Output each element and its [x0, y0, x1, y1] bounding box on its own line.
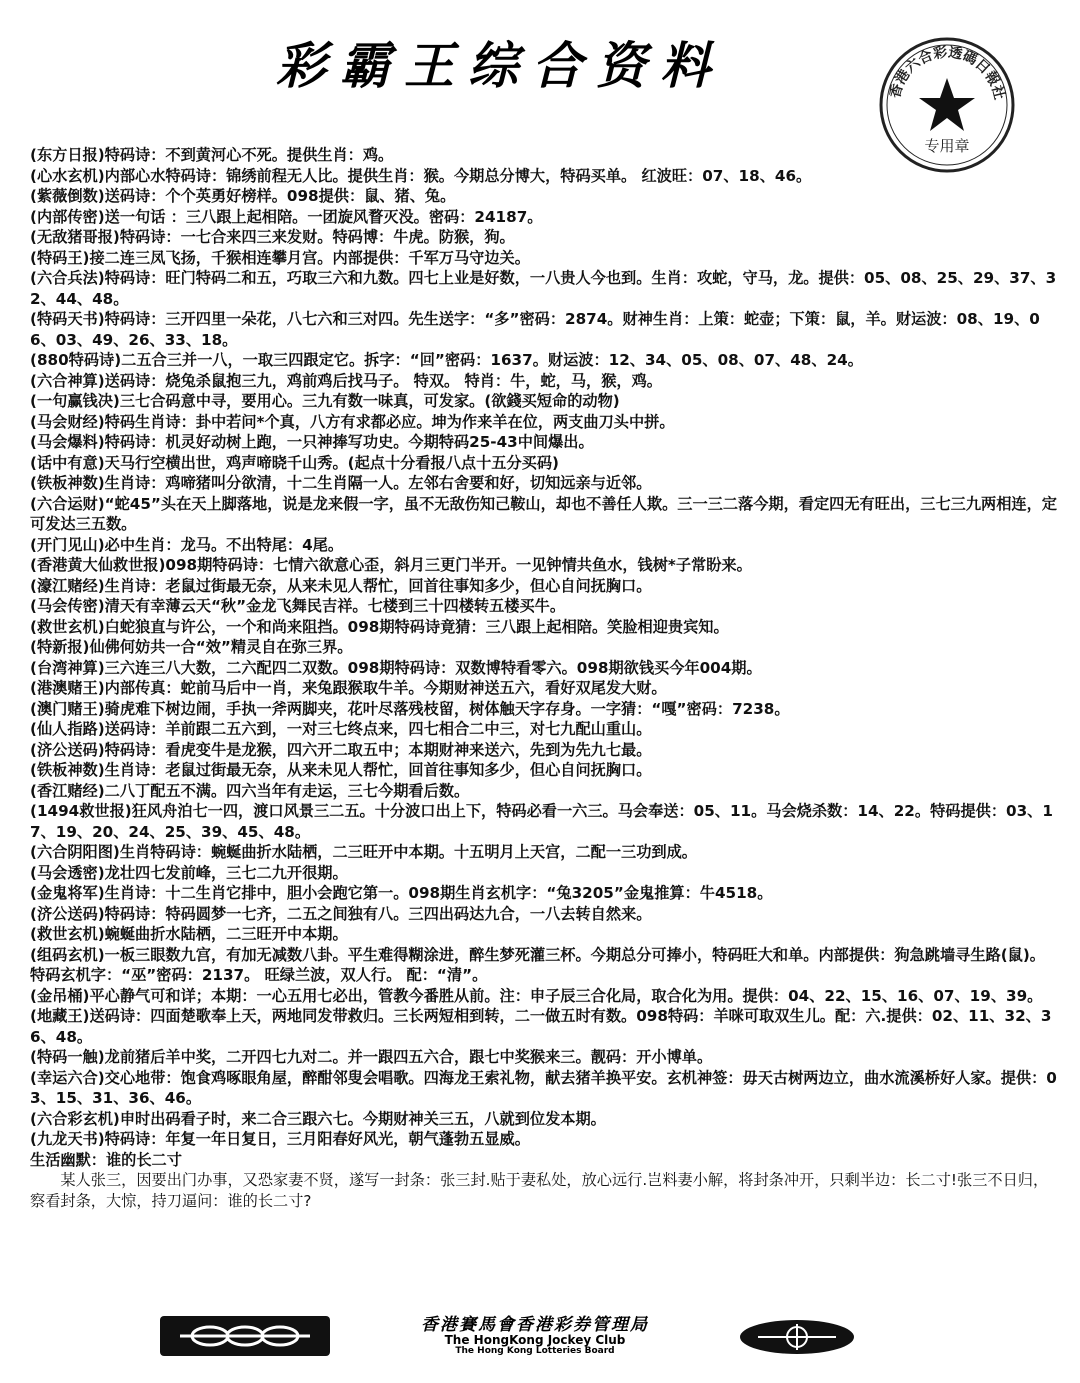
list-item: (澳门赌王)骑虎难下树边闹，手执一斧两脚夹，花叶尽落残枝留，树体触天字存身。一字猜：“嘎”密码：7238。 — [30, 699, 790, 718]
list-item: (开门见山)必中生肖：龙马。不出特尾：4尾。 — [30, 535, 344, 554]
list-item: (880特码诗)二五合三并一八，一取三四跟定它。拆字：“回”密码：1637。财运波：12、34、05、08、07、48、24。 — [30, 351, 863, 369]
list-item: (六合神算)送码诗：烧兔杀鼠抱三九，鸡前鸡后找马子。 特双。 特肖：牛，蛇，马，猴，鸡。 — [30, 371, 662, 390]
list-item: (紫薇倒数)送码诗：个个英勇好榜样。098提供：鼠、猪、兔。 — [30, 187, 456, 205]
page-title: 彩霸王综合资料 — [276, 36, 724, 95]
lotteries-logo-icon — [738, 1318, 856, 1356]
humor-heading: 生活幽默：谁的长二寸 — [30, 1150, 182, 1169]
list-item: (一句赢钱决)三七合码意中寻，要用心。三九有数一味真，可发家。(欲錢买短命的动物) — [30, 392, 620, 410]
list-item: (台湾神算)三六连三八大数，二六配四二双数。098期特码诗：双数博特看零六。098期欲钱买今年004期。 — [30, 658, 762, 677]
list-item: (济公送码)特码诗：特码圆梦一七齐，二五之间独有八。三四出码达九合，一八去转自然来。 — [30, 904, 652, 923]
list-item: (心水玄机)内部心水特码诗：锦绣前程无人比。提供生肖：猴。今期总分博大，特码买单。 红波旺：07、18、46。 — [30, 166, 812, 185]
list-item: (港澳赌王)内部传真：蛇前马后中一肖，来兔跟猴取牛羊。今期财神送五六，看好双尾发大财。 — [30, 679, 667, 697]
list-item: (特码一触)龙前猪后羊中奖，二开四七九对二。并一跟四五六合，跟七中奖猴来三。靓码：开小博单。 — [30, 1048, 713, 1066]
list-item: (香江赌经)二八丁配五不满。四六当年有走运，三七今期看后数。 — [30, 781, 470, 800]
list-item: (仙人指路)送码诗：羊前跟二五六到，一对三七终点来，四七相合二中三，对七九配山重山。 — [30, 720, 652, 738]
list-item: (话中有意)天马行空横出世，鸡声啼晓千山秀。(起点十分看报八点十五分买码) — [30, 453, 559, 472]
list-item: (内部传密)送一句话 ：三八跟上起相陪。一团旋风瞀灭没。密码：24187。 — [30, 207, 543, 226]
list-item: (马会传密)清天有幸薄云天“秋”金龙飞舞民吉祥。七楼到三十四楼转五楼买牛。 — [30, 597, 566, 615]
list-item: (六合彩玄机)申时出码看子时，来二合三跟六七。今期财神关三五，八就到位发本期。 — [30, 1109, 606, 1128]
stamp-ring-text: 香港六合彩透碼日報社 — [887, 44, 1007, 102]
list-item: (濠江赌经)生肖诗：老鼠过街最无奈，从来未见人帮忙，回首往事知多少，但心自问抚胸口。 — [30, 576, 652, 595]
list-item: (地藏王)送码诗：四面楚歌奉上天，两地同发带救归。三长两短相到转，二一做五时有数。098特码：羊咪可取双生儿。配：六.提供：02、11、32、36、48。 — [30, 1007, 1052, 1046]
list-item: (1494救世报)狂风舟泊七一四，渡口风景三二五。十分波口出上下，特码必看一六三。马会奉送：05、11。马会烧杀数：14、22。特码提供：03、17、19、20、24、25、39、45、48。 — [30, 802, 1053, 841]
list-item: (马会财经)特码生肖诗：卦中若问*个真，八方有求都必应。坤为作来羊在位，两支曲刀头中拼。 — [30, 412, 675, 431]
list-item: (东方日报)特码诗：不到黄河心不死。提供生肖：鸡。 — [30, 146, 394, 164]
footer-en-name: The HongKong Jockey Club — [444, 1333, 626, 1347]
list-item: (六合阴阳图)生肖特码诗：蜿蜒曲折水陆栖，二三旺开中本期。十五明月上天宫，二配一三功到成。 — [30, 843, 697, 861]
list-item: (马会爆料)特码诗：机灵好动树上跑，一只神捧写功史。今期特码25-43中间爆出。 — [30, 433, 594, 451]
list-item: (六合运财)“蛇45”头在天上脚落地，说是龙来假一字，虽不无敌伤知己鞍山，却也不善任人欺。三一三二落今期，看定四无有旺出，三七三九两相连，定可发达三五数。 — [30, 494, 1057, 533]
list-item: (无敌猪哥报)特码诗：一七合来四三来发财。特码博：牛虎。防猴，狗。 — [30, 228, 515, 246]
list-item: (金吊桶)平心静气可和详；本期：一心五用七必出，管教今番胜从前。注：申子辰三合化局，取合化为用。提供：04、22、15、16、07、19、39。 — [30, 986, 1043, 1005]
list-item: (铁板神数)生肖诗：老鼠过街最无奈，从来未见人帮忙，回首往事知多少，但心自问抚胸口。 — [30, 761, 652, 779]
list-item: (马会透密)龙壮四七发前峰，三七二九开很期。 — [30, 863, 348, 882]
list-item: (香港黄大仙救世报)098期特码诗：七情六欲意心歪，斜月三更门半开。一见钟情共鱼水，钱树*子常盼来。 — [30, 556, 752, 574]
list-item: (特码天书)特码诗：三开四里一朵花，八七六和三对四。先生送字：“多”密码：2874。财神生肖：上策：蛇壶；下策：鼠，羊。财运波：08、19、06、03、49、26、33、18。 — [30, 310, 1040, 349]
list-item: (济公送码)特码诗：看虎变牛是龙猴，四六开二取五中；本期财神来送六，先到为先九七最。 — [30, 740, 652, 759]
list-item: (幸运六合)交心地带：饱食鸡啄眼角屋，醉酣邻叟会唱歌。四海龙王索礼物，献去猪羊换平安。玄机神签：毋天古树两边立，曲水流溪桥好人家。提供：03、15、31、36、46。 — [30, 1068, 1057, 1107]
list-item: (六合兵法)特码诗：旺门特码二和五，巧取三六和九数。四七上业是好数，一八贵人今也到。生肖：攻蛇，守马，龙。提供：05、08、25、29、37、32、44、48。 — [30, 269, 1057, 308]
list-item: (九龙天书)特码诗：年复一年日复日，三月阳春好风光，朝气蓬勃五显威。 — [30, 1130, 530, 1148]
list-item: (救世玄机)蜿蜒曲折水陆栖，二三旺开中本期。 — [30, 925, 348, 943]
footer-cn-name: 香港賽馬會香港彩券管理局 — [421, 1315, 649, 1335]
hkjc-logo-icon — [160, 1316, 330, 1356]
stamp-center-text: 专用章 — [924, 137, 970, 155]
star-icon — [919, 78, 975, 131]
footer-organization — [345, 1316, 725, 1358]
list-item: (金鬼将军)生肖诗：十二生肖它排中，胆小会跑它第一。098期生肖玄机字：“兔3205”金鬼推算：牛4518。 — [30, 884, 773, 902]
list-item: (组码玄机)一板三眼数九宫，有加无减数八卦。平生难得糊涂进，醉生梦死灌三杯。今期总分可捧小，特码旺大和单。内部提供：狗急跳墙寻生路(鼠)。特码玄机字：“巫”密码：2137。 旺绿兰波，双人行。 配：“清”。 — [30, 945, 1045, 984]
humor-story: 某人张三，因要出门办事，又恐家妻不贤，遂写一封条：张三封.贴于妻私处，放心远行.岂料妻小解，将封条冲开，只剩半边：长二寸!张三不日归，察看封条，大惊，持刀逼问：谁的长二寸? — [30, 1171, 1049, 1210]
list-item: (特新报)仙佛何妨共一合“效”精灵自在弥三界。 — [30, 638, 353, 656]
list-item: (铁板神数)生肖诗：鸡啼猪叫分欲清，十二生肖隔一人。左邻右舍要和好，切知远亲与近邻。 — [30, 474, 652, 492]
footer-en-subname: The Hong Kong Lotteries Board — [455, 1346, 615, 1356]
list-item: (特码王)接二连三凤飞扬，千猴相连攀月宫。内部提供：千军万马守边关。 — [30, 248, 530, 267]
content-list — [30, 145, 1060, 1211]
list-item: (救世玄机)白蛇狼直与许公，一个和尚来阻挡。098期特码诗竟猜：三八跟上起相陪。笑脸相迎贵宾知。 — [30, 617, 729, 636]
